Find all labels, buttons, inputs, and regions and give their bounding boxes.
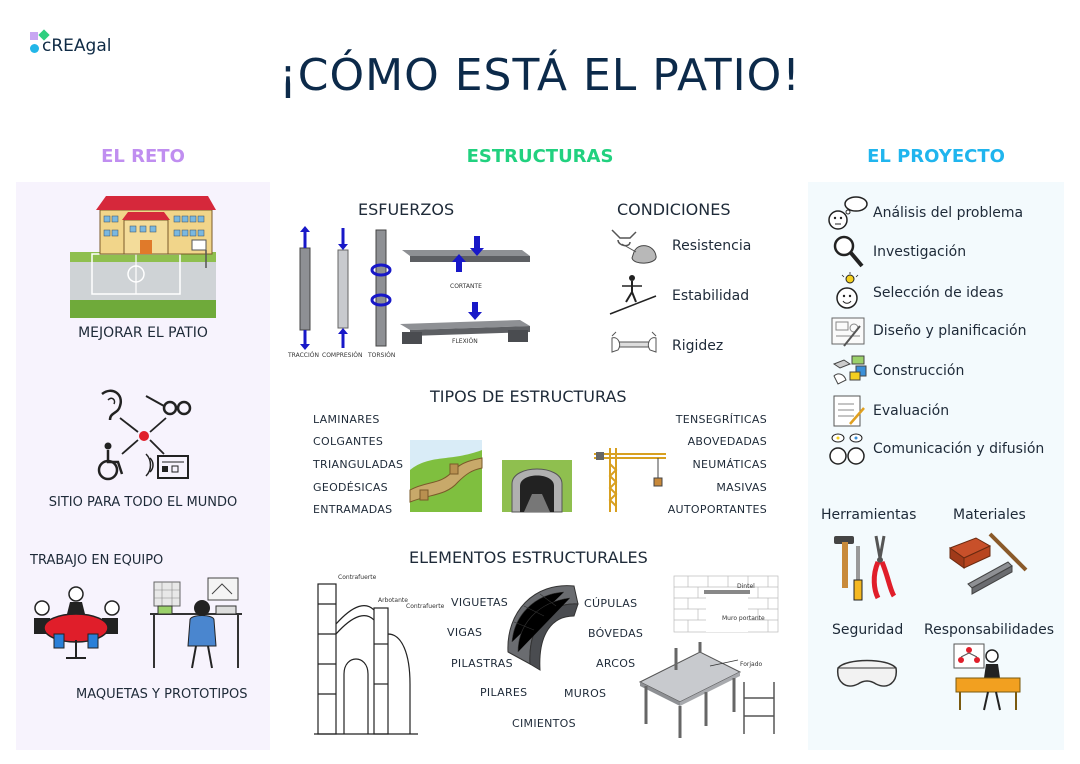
responsibilities-icon <box>952 642 1024 712</box>
wall-label-muro-portante: Muro portante <box>722 615 765 622</box>
elemento-arcos: ARCOS <box>596 657 636 670</box>
crane-icon <box>594 444 666 512</box>
brick-wall-icon <box>674 576 778 632</box>
condiciones-title: CONDICIONES <box>617 200 731 219</box>
resistencia-icon <box>608 228 660 268</box>
tipo-entramadas: ENTRAMADAS <box>313 503 393 516</box>
cathedral-label-arbotante: Arbotante <box>378 597 408 604</box>
paso-diseno: Diseño y planificación <box>873 323 1027 339</box>
column-heading-reto: EL RETO <box>101 146 185 167</box>
condicion-rigidez: Rigidez <box>672 338 724 354</box>
stress-columns-icon <box>290 226 400 350</box>
cathedral-label-contrafuerte-1: Contrafuerte <box>338 574 377 581</box>
paso-analisis: Análisis del problema <box>873 205 1024 221</box>
diseno-planificacion-icon <box>830 316 866 348</box>
estabilidad-icon <box>610 274 656 314</box>
maquetas-prototipos-label: MAQUETAS Y PROTOTIPOS <box>76 687 248 702</box>
column-heading-proyecto: EL PROYECTO <box>867 146 1005 167</box>
herramientas-label: Herramientas <box>821 507 917 523</box>
seguridad-label: Seguridad <box>832 622 904 638</box>
trabajo-equipo-label: TRABAJO EN EQUIPO <box>30 553 164 568</box>
elemento-vigas: VIGAS <box>447 626 483 639</box>
elemento-bovedas: BÓVEDAS <box>588 627 644 640</box>
materials-icon <box>950 532 1030 596</box>
tipo-masivas: MASIVAS <box>716 481 767 494</box>
great-wall-icon <box>410 440 482 512</box>
paso-construccion: Construcción <box>873 363 965 379</box>
tipo-abovedadas: ABOVEDADAS <box>687 435 767 448</box>
tipo-autoportantes: AUTOPORTANTES <box>667 503 767 516</box>
wall-label-dintel: Dintel <box>737 583 755 590</box>
elemento-muros: MUROS <box>564 687 607 700</box>
tipo-neumaticas: NEUMÁTICAS <box>692 458 767 471</box>
safety-goggles-icon <box>836 658 898 694</box>
elemento-cupulas: CÚPULAS <box>584 597 638 610</box>
rigidez-icon <box>608 330 660 360</box>
comunicacion-difusion-icon <box>828 432 868 468</box>
condicion-resistencia: Resistencia <box>672 238 752 254</box>
cathedral-label-contrafuerte-2: Contrafuerte <box>406 603 445 610</box>
building-frame-icon <box>636 642 780 738</box>
flexion-label: FLEXIÓN <box>452 338 478 345</box>
tipo-colgantes: COLGANTES <box>313 435 384 448</box>
evaluacion-icon <box>832 394 866 428</box>
paso-seleccion: Selección de ideas <box>873 285 1004 301</box>
logo-square-icon <box>30 32 38 40</box>
elemento-pilastras: PILASTRAS <box>451 657 513 670</box>
compresion-label: COMPRESIÓN <box>322 352 363 359</box>
tipo-laminares: LAMINARES <box>313 413 380 426</box>
school-playground-icon <box>70 192 216 318</box>
elemento-cimientos: CIMIENTOS <box>512 717 576 730</box>
shear-beam-icon <box>402 236 530 280</box>
tipo-geodesicas: GEODÉSICAS <box>313 481 388 494</box>
mejorar-patio-label: MEJORAR EL PATIO <box>78 325 208 341</box>
responsabilidades-label: Responsabilidades <box>924 622 1055 638</box>
paso-investigacion: Investigación <box>873 244 967 260</box>
frame-label-forjado: Forjado <box>740 661 763 668</box>
condicion-estabilidad: Estabilidad <box>672 288 750 304</box>
tools-icon <box>834 532 900 602</box>
sitio-todo-mundo-label: SITIO PARA TODO EL MUNDO <box>48 495 238 510</box>
column-heading-estructuras: ESTRUCTURAS <box>466 146 614 167</box>
analisis-problema-icon <box>828 196 868 232</box>
torsion-label: TORSIÓN <box>368 352 396 359</box>
accessibility-icon <box>96 388 192 484</box>
elemento-pilares: PILARES <box>480 686 528 699</box>
esfuerzos-title: ESFUERZOS <box>358 200 455 219</box>
model-building-icon <box>150 576 242 670</box>
teamwork-icon <box>30 584 122 660</box>
paso-evaluacion: Evaluación <box>873 403 950 419</box>
investigacion-icon <box>832 234 866 270</box>
traccion-label: TRACCIÓN <box>288 352 319 359</box>
logo-text: cREAgal <box>42 36 112 56</box>
construccion-icon <box>830 354 870 388</box>
tipos-title: TIPOS DE ESTRUCTURAS <box>430 387 627 406</box>
elementos-title: ELEMENTOS ESTRUCTURALES <box>409 548 648 567</box>
materiales-label: Materiales <box>953 507 1026 523</box>
seleccion-ideas-icon <box>834 274 864 310</box>
tipo-tensegriticas: TENSEGRÍTICAS <box>675 413 767 426</box>
tunnel-icon <box>502 460 572 512</box>
vault-icon <box>504 582 580 674</box>
page-title: ¡CÓMO ESTÁ EL PATIO! <box>279 50 801 101</box>
elemento-viguetas: VIGUETAS <box>451 596 509 609</box>
cortante-label: CORTANTE <box>450 283 482 290</box>
paso-comunicacion: Comunicación y difusión <box>873 441 1045 457</box>
tipo-trianguladas: TRIANGULADAS <box>313 458 404 471</box>
